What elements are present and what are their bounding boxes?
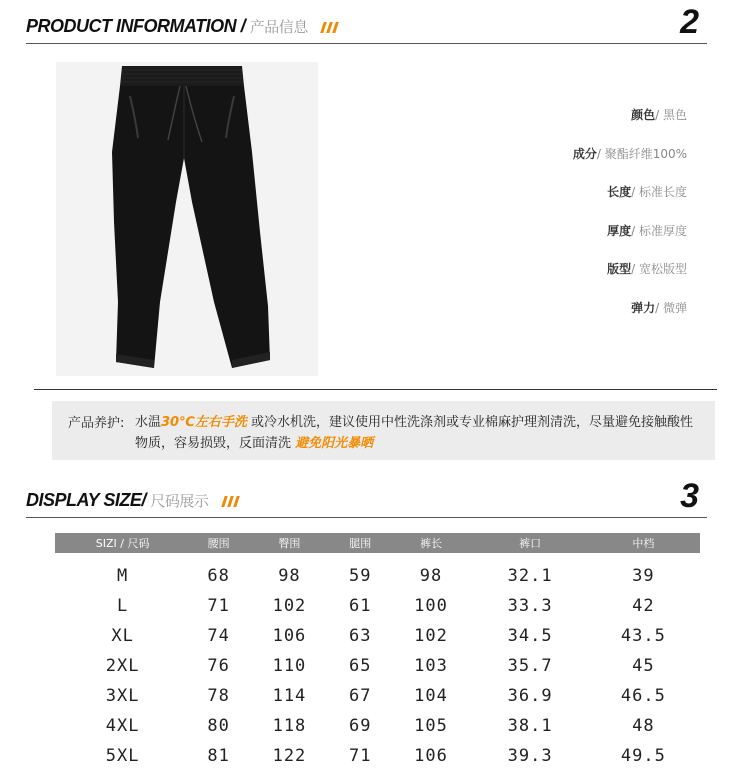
table-cell: 48	[632, 716, 655, 736]
table-cell: 98	[278, 566, 301, 586]
section-title	[26, 16, 340, 38]
table-cell: 69	[348, 716, 372, 736]
table-cell: 42	[632, 596, 655, 616]
table-cell: 76	[207, 656, 230, 676]
attribute-material: 成分/ 聚酯纤维100%	[572, 146, 687, 161]
care-highlight-wash: 30℃左右手洗	[161, 415, 247, 430]
header-length: 裤长	[389, 533, 474, 553]
header-size: SIZI / 尺码	[55, 533, 190, 553]
size-table-header	[55, 533, 700, 553]
table-row	[55, 553, 700, 591]
table-row	[55, 591, 700, 621]
table-cell: 118	[272, 716, 307, 736]
display-size-header	[26, 477, 707, 518]
table-cell: 38.1	[507, 716, 553, 736]
attribute-thickness: 厚度/ 标准厚度	[607, 223, 687, 238]
table-row	[55, 651, 700, 681]
black-pants-icon	[56, 62, 318, 376]
attribute-color: 颜色/ 黑色	[631, 108, 687, 122]
table-cell: 106	[414, 746, 448, 766]
attribute-value: 聚酯纤维100%	[604, 146, 687, 161]
section-title-en: PRODUCT INFORMATION	[26, 16, 237, 37]
table-cell: 49.5	[620, 746, 666, 766]
divider	[34, 389, 717, 390]
table-cell: 105	[414, 716, 448, 736]
table-cell: 4XL	[105, 716, 140, 736]
table-row	[55, 741, 700, 771]
care-body: 或冷水机洗，建议使用中性洗涤剂或专业棉麻护理剂清洗，尽量避免接触酸性物质，容易损毁，反面清洗	[135, 415, 694, 451]
header-hip: 臀围	[247, 533, 332, 553]
table-cell: 35.7	[507, 656, 553, 676]
table-cell: 33.3	[507, 596, 553, 616]
table-cell: 34.5	[507, 626, 553, 646]
table-cell: 2XL	[105, 656, 140, 676]
table-cell: 114	[272, 686, 307, 706]
table-row	[55, 711, 700, 741]
attribute-length: 长度/ 标准长度	[607, 185, 687, 199]
section-title	[26, 490, 241, 512]
section-underline	[26, 43, 707, 44]
product-information-header	[26, 3, 707, 44]
table-cell: 98	[419, 566, 443, 586]
size-table	[55, 533, 700, 771]
table-cell: 36.9	[507, 686, 553, 706]
attribute-value: 黑色	[662, 108, 687, 122]
section-title-en: DISPLAY SIZE	[26, 490, 142, 511]
header-thigh: 腿围	[332, 533, 389, 553]
care-prefix: 水温	[135, 415, 162, 430]
table-cell: 81	[207, 746, 230, 766]
product-attributes	[573, 106, 687, 337]
table-cell: 3XL	[105, 686, 140, 706]
attribute-value: 微弹	[662, 300, 687, 315]
attribute-key: 弹力	[631, 300, 656, 315]
table-cell: 71	[348, 746, 372, 766]
table-cell: 67	[348, 686, 372, 706]
table-cell: 78	[207, 686, 230, 706]
section-number: 3	[680, 477, 699, 515]
section-title-separator: /	[240, 16, 246, 37]
attribute-key: 颜色	[631, 108, 656, 122]
table-cell: XL	[111, 626, 134, 646]
table-cell: 46.5	[620, 686, 666, 706]
table-cell: 71	[207, 596, 230, 616]
header-hem: 裤口	[473, 533, 586, 553]
table-cell: 102	[414, 626, 448, 646]
table-cell: 100	[414, 596, 448, 616]
table-row	[55, 621, 700, 651]
table-cell: L	[117, 596, 129, 616]
table-cell: 80	[207, 716, 230, 736]
table-cell: 122	[272, 746, 307, 766]
attribute-elasticity: 弹力/ 微弹	[631, 300, 687, 315]
table-cell: 5XL	[105, 746, 140, 766]
table-cell: 103	[414, 656, 448, 676]
table-cell: 43.5	[620, 626, 666, 646]
table-cell: 74	[207, 626, 230, 646]
table-cell: 59	[348, 566, 372, 586]
table-cell: 68	[207, 566, 230, 586]
section-title-separator: /	[141, 490, 146, 511]
table-row	[55, 681, 700, 711]
table-cell: 32.1	[507, 566, 553, 586]
header-mid: 中档	[587, 533, 700, 553]
accent-bars-icon	[322, 17, 340, 38]
care-label: 产品养护:	[68, 416, 125, 431]
table-cell: M	[117, 566, 129, 586]
attribute-key: 长度	[607, 185, 632, 199]
table-cell: 61	[348, 596, 372, 616]
care-text	[135, 412, 695, 454]
attribute-key: 成分	[572, 146, 597, 161]
care-instructions	[52, 401, 715, 460]
section-number: 2	[680, 3, 699, 41]
table-cell: 110	[272, 656, 307, 676]
product-photo	[56, 62, 318, 376]
attribute-value: 标准厚度	[638, 223, 687, 238]
attribute-value: 宽松版型	[638, 262, 687, 276]
accent-bars-icon	[223, 491, 241, 512]
section-underline	[26, 517, 707, 518]
table-cell: 102	[272, 596, 307, 616]
table-cell: 39	[632, 566, 655, 586]
table-cell: 39.3	[507, 746, 553, 766]
table-cell: 63	[348, 626, 372, 646]
header-waist: 腰围	[190, 533, 247, 553]
table-cell: 65	[348, 656, 372, 676]
table-cell: 106	[272, 626, 307, 646]
section-title-cn: 尺码展示	[150, 493, 209, 511]
section-title-cn: 产品信息	[249, 19, 308, 37]
table-cell: 104	[414, 686, 448, 706]
care-highlight-sun: 避免阳光暴晒	[295, 436, 374, 451]
attribute-value: 标准长度	[638, 185, 687, 199]
attribute-key: 厚度	[607, 223, 632, 238]
attribute-key: 版型	[607, 262, 632, 276]
table-cell: 45	[632, 656, 655, 676]
attribute-fit: 版型/ 宽松版型	[607, 262, 687, 276]
